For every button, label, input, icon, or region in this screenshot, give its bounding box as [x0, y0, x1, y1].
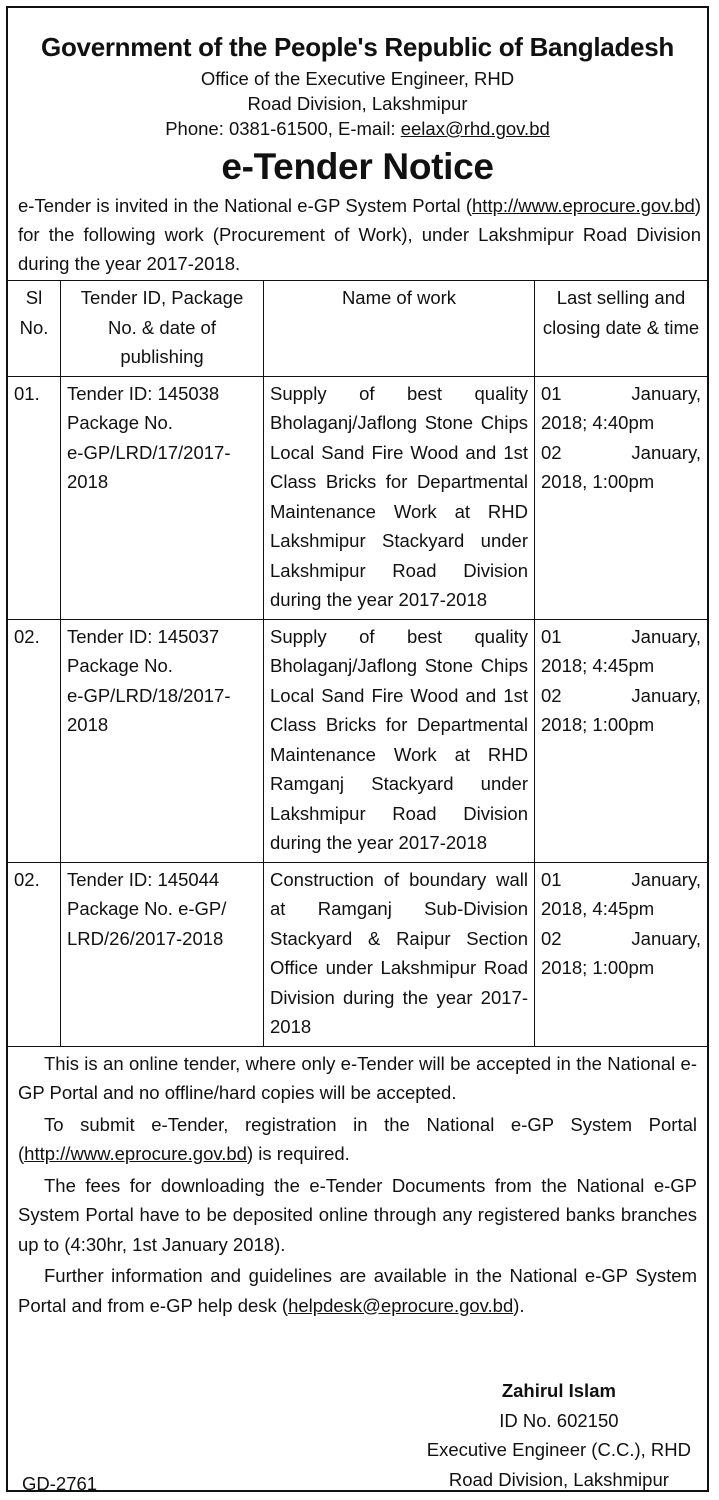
helpdesk-text-1: Further information and guidelines are available in the National e-GP System Portal and from e-GP help desk ( — [18, 1265, 697, 1316]
close-day: 02 — [541, 927, 562, 949]
signature-block — [427, 1376, 691, 1494]
notice-frame — [6, 6, 709, 1492]
header-sl: Sl No. — [8, 281, 61, 377]
package-label: Package No. — [67, 655, 173, 676]
division-line: Road Division, Lakshmipur — [247, 93, 468, 114]
helpdesk-email-link[interactable]: helpdesk@eprocure.gov.bd — [288, 1294, 514, 1316]
row-dates — [535, 376, 708, 619]
package-no: e-GP/LRD/17/2017-2018 — [67, 441, 231, 492]
government-title: Government of the People's Republic of Bangladesh — [41, 32, 674, 62]
row-tender-info — [61, 619, 264, 862]
signatory-designation: Executive Engineer (C.C.), RHD — [426, 1439, 691, 1460]
close-time: 2018; 1:00pm — [541, 957, 655, 978]
contact-line — [8, 116, 707, 141]
row-work: Supply of best quality Bholaganj/Jaflong Stone Chips Local Sand Fire Wood and 1st Class Bricks for Departmental Maintenance Work at RHD Ramganj Stackyard under Lakshmipur Road Division during the year 2017-2018 — [264, 619, 535, 862]
package-no: e-GP/LRD/18/2017-2018 — [67, 684, 231, 735]
row-sl: 01. — [8, 376, 61, 619]
sell-time: 2018; 4:45pm — [541, 655, 655, 676]
sell-month: January, — [631, 868, 701, 890]
close-month: January, — [631, 927, 701, 949]
eprocure-link[interactable]: http://www.eprocure.gov.bd — [472, 195, 695, 216]
table-row — [8, 376, 707, 619]
table-row — [8, 862, 707, 1046]
package-label: Package No. e-GP/ — [67, 898, 227, 919]
sell-day: 01 — [541, 625, 562, 647]
close-day: 02 — [541, 441, 562, 463]
registration-link[interactable]: http://www.eprocure.gov.bd — [24, 1143, 247, 1164]
table-header-row — [8, 281, 707, 377]
registration-text-2: ) is required. — [246, 1143, 350, 1164]
sell-month: January, — [631, 382, 701, 404]
sell-day: 01 — [541, 382, 562, 404]
signatory-name: Zahirul Islam — [501, 1380, 616, 1401]
registration-text-1: To submit e-Tender, registration in the National e-GP System Portal ( — [18, 1113, 697, 1164]
tender-table — [8, 280, 707, 1047]
row-sl: 02. — [8, 862, 61, 1046]
close-month: January, — [631, 684, 701, 706]
sell-time: 2018; 4:40pm — [541, 412, 655, 433]
signatory-id: ID No. 602150 — [499, 1409, 619, 1431]
helpdesk-text-2: ). — [513, 1294, 525, 1316]
paragraph-registration — [18, 1110, 697, 1169]
row-dates — [535, 619, 708, 862]
paragraph-helpdesk — [18, 1261, 697, 1320]
header-tender: Tender ID, Package No. & date of publishing — [61, 281, 264, 377]
package-label: Package No. — [67, 412, 173, 433]
office-line: Office of the Executive Engineer, RHD — [200, 68, 515, 89]
row-sl: 02. — [8, 619, 61, 862]
signatory-office: Road Division, Lakshmipur — [448, 1468, 669, 1490]
close-time: 2018; 1:00pm — [541, 714, 655, 735]
tender-id: Tender ID: 145038 — [67, 382, 220, 404]
intro-text-2: ) for the following work (Procurement of Work), under Lakshmipur Road Division during the year 2017-2018. — [18, 195, 701, 274]
header-date: Last selling and closing date & time — [535, 281, 708, 377]
intro-text-1: e-Tender is invited in the National e-GP System Portal ( — [18, 195, 473, 216]
close-day: 02 — [541, 684, 562, 706]
paragraph-online: This is an online tender, where only e-Tender will be accepted in the National e-GP Portal and no offline/hard copies will be accepted. — [18, 1052, 697, 1103]
notice-title: e-Tender Notice — [221, 146, 494, 187]
intro-paragraph — [8, 191, 707, 278]
row-dates — [535, 862, 708, 1046]
tender-id: Tender ID: 145044 — [67, 868, 220, 890]
header-work: Name of work — [264, 281, 535, 377]
notice-header — [8, 32, 707, 189]
phone-text: Phone: 0381-61500, E-mail: — [165, 118, 401, 139]
paragraph-fees: The fees for downloading the e-Tender Documents from the National e-GP System Portal have to be deposited online through any registered banks branches up to (4:30hr, 1st January 2018). — [18, 1174, 697, 1255]
email-link[interactable]: eelax@rhd.gov.bd — [400, 118, 550, 139]
reference-code: GD-2761 — [22, 1473, 98, 1494]
package-no: LRD/26/2017-2018 — [67, 927, 224, 949]
sell-time: 2018, 4:45pm — [541, 898, 655, 919]
close-time: 2018, 1:00pm — [541, 471, 655, 492]
row-tender-info — [61, 862, 264, 1046]
sell-day: 01 — [541, 868, 562, 890]
row-work: Construction of boundary wall at Ramganj Sub-Division Stackyard & Raipur Section Office under Lakshmipur Road Division during the year 2017-2018 — [264, 862, 535, 1046]
row-tender-info — [61, 376, 264, 619]
tender-id: Tender ID: 145037 — [67, 625, 220, 647]
close-month: January, — [631, 441, 701, 463]
row-work: Supply of best quality Bholaganj/Jaflong Stone Chips Local Sand Fire Wood and 1st Class Bricks for Departmental Maintenance Work at RHD Lakshmipur Stackyard under Lakshmipur Road Division during the year 2017-2018 — [264, 376, 535, 619]
table-row — [8, 619, 707, 862]
sell-month: January, — [631, 625, 701, 647]
notice-body — [8, 1049, 707, 1321]
